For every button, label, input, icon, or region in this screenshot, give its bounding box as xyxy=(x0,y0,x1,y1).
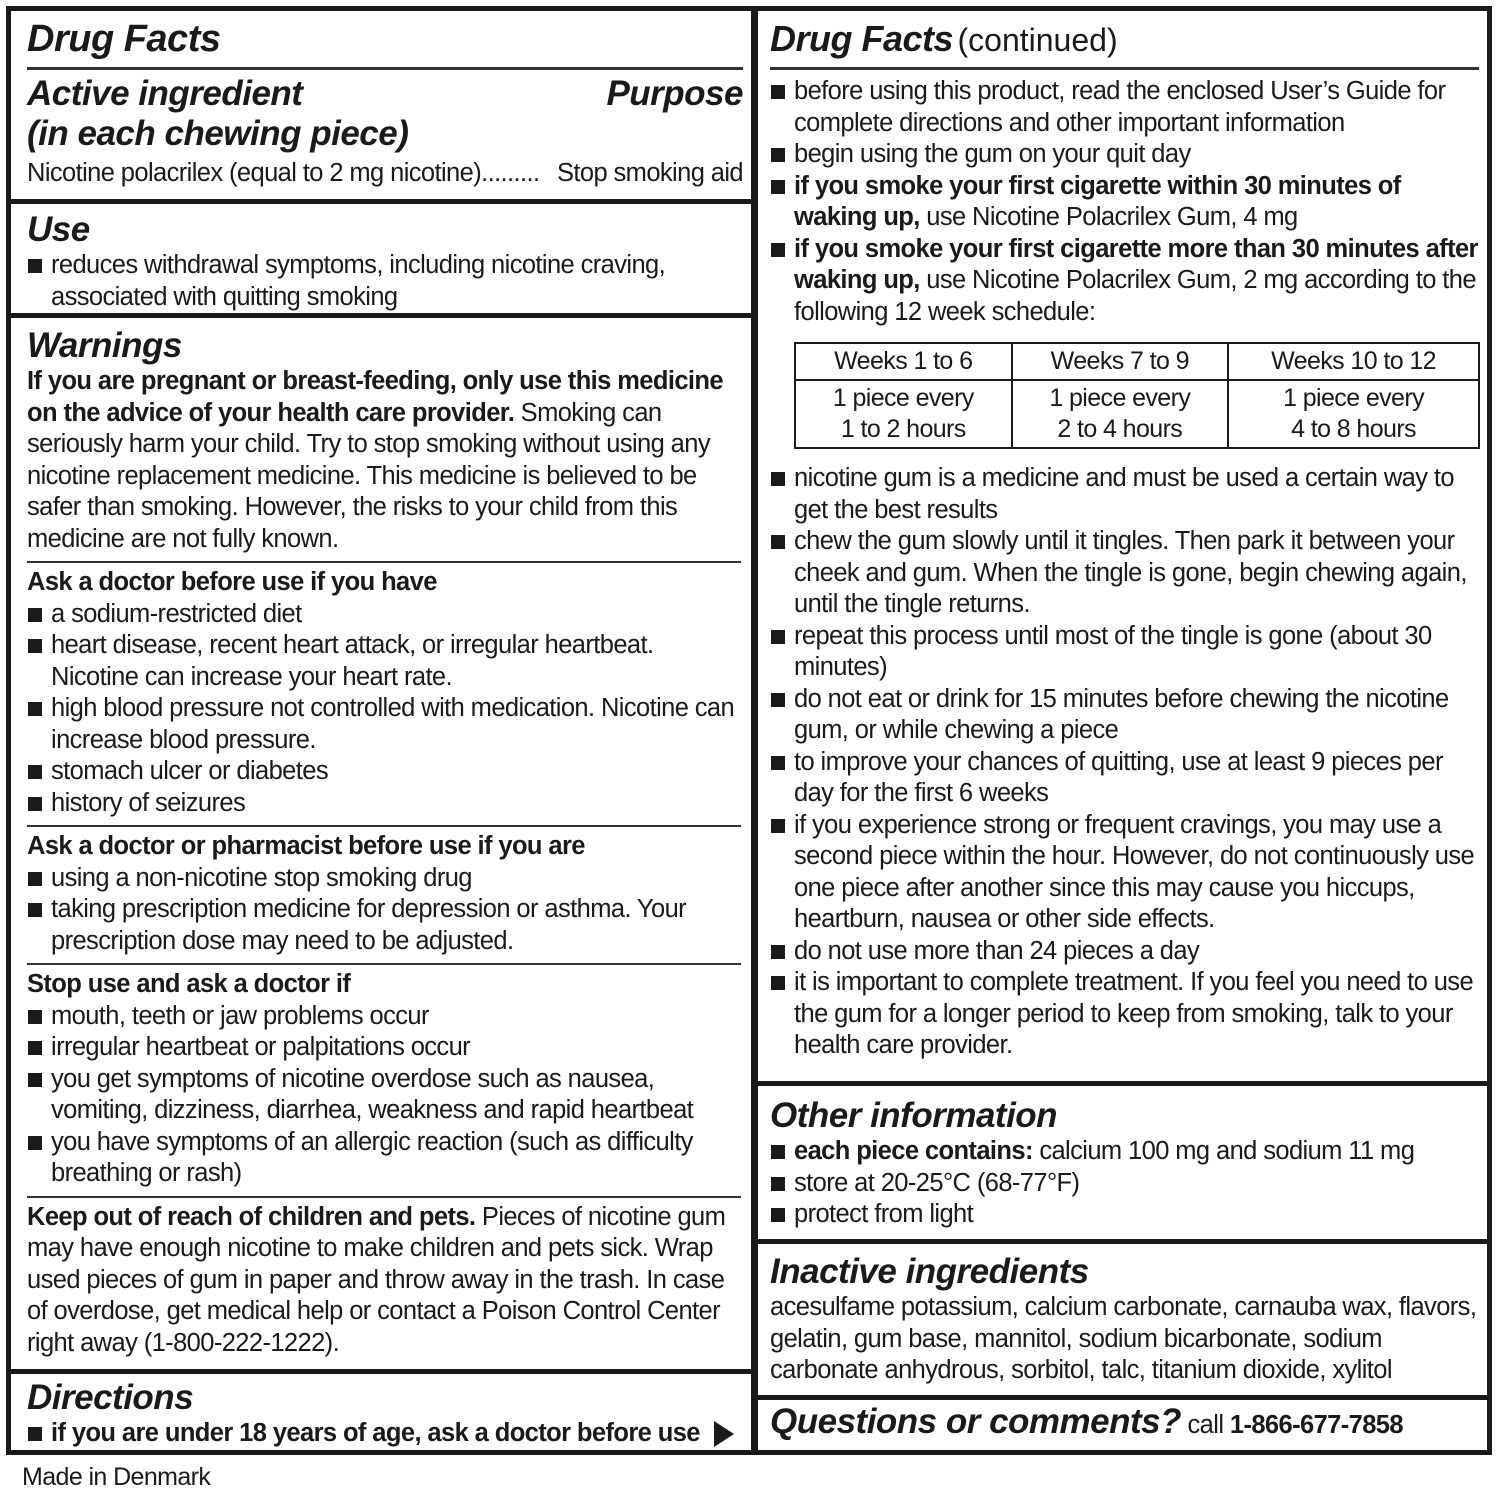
use-list xyxy=(27,250,743,313)
ask-pharmacist-heading: Ask a doctor or pharmacist before use if you are xyxy=(27,832,585,860)
list-item: begin using the gum on your quit day xyxy=(770,139,1479,171)
list-item: protect from light xyxy=(770,1199,1479,1231)
table-cell: 1 piece every 1 to 2 hours xyxy=(795,380,1012,448)
directions-continued-section xyxy=(758,11,1487,1079)
ingredient-purpose: Stop smoking aid xyxy=(556,159,743,187)
ingredient-name: Nicotine polacrilex (equal to 2 mg nicotine) xyxy=(27,159,482,187)
directions-section xyxy=(11,1374,751,1450)
sub-rule xyxy=(27,561,741,563)
list-item: if you smoke your first cigarette within 30 minutes of waking up, use Nicotine Polacrilex Gum, 4 mg xyxy=(770,171,1479,234)
sub-rule xyxy=(27,963,741,965)
stop-use-list xyxy=(27,1001,741,1190)
list-item: a sodium-restricted diet xyxy=(27,599,741,631)
directions-list xyxy=(27,1418,743,1450)
list-item: taking prescription medicine for depression or asthma. Your prescription dose may need to be adjusted. xyxy=(27,894,741,957)
continued-label: (continued) xyxy=(957,22,1118,58)
inactive-ingredients-text: acesulfame potassium, calcium carbonate, carnauba wax, flavors, gelatin, gum base, mannitol, sodium bicarbonate, sodium carbonate anhydrous, sorbitol, talc, titanium dioxide, xylitol xyxy=(770,1293,1477,1384)
continued-arrow-icon xyxy=(714,1421,734,1447)
stop-use-heading: Stop use and ask a doctor if xyxy=(27,970,351,998)
list-item: heart disease, recent heart attack, or irregular heartbeat. Nicotine can increase your heart rate. xyxy=(27,630,741,693)
keep-out-bold: Keep out of reach of children and pets. xyxy=(27,1202,476,1231)
list-item: irregular heartbeat or palpitations occur xyxy=(27,1032,741,1064)
ingredient-row xyxy=(27,158,743,190)
use-section xyxy=(11,204,751,312)
other-information-list xyxy=(770,1136,1479,1231)
dosing-schedule-table xyxy=(794,342,1480,449)
questions-section xyxy=(758,1400,1487,1450)
continued-title: Drug Facts xyxy=(770,18,954,59)
keep-out-of-reach xyxy=(27,1202,741,1360)
list-item: if you smoke your first cigarette more than 30 minutes after waking up, use Nicotine Polacrilex Gum, 2 mg according to the following 12 week schedule: xyxy=(770,234,1479,329)
inactive-ingredients-section xyxy=(758,1244,1487,1392)
ask-doctor-list xyxy=(27,599,741,820)
list-item: you get symptoms of nicotine overdose such as nausea, vomiting, dizziness, diarrhea, weakness and rapid heartbeat xyxy=(27,1064,741,1127)
keep-out-text: Pieces of nicotine gum may have enough nicotine to make children and pets sick. Wrap used pieces of gum in paper and throw away in the trash. In case of overdose, get medical help or contact a Poison Control Center right away (1-800-222-1222). xyxy=(27,1202,726,1357)
list-item: repeat this process until most of the tingle is gone (about 30 minutes) xyxy=(770,621,1479,684)
table-row xyxy=(795,380,1479,448)
directions-list-before xyxy=(770,76,1479,328)
sub-rule xyxy=(27,1196,741,1198)
list-item: each piece contains: calcium 100 mg and sodium 11 mg xyxy=(770,1136,1479,1168)
list-item: nicotine gum is a medicine and must be used a certain way to get the best results xyxy=(770,463,1479,526)
list-item: to improve your chances of quitting, use at least 9 pieces per day for the first 6 weeks xyxy=(770,747,1479,810)
directions-heading: Directions xyxy=(27,1378,194,1417)
table-header: Weeks 1 to 6 xyxy=(795,343,1012,380)
list-item: reduces withdrawal symptoms, including nicotine craving, associated with quitting smoking xyxy=(27,250,743,313)
list-item: high blood pressure not controlled with medication. Nicotine can increase blood pressure. xyxy=(27,693,741,756)
active-ingredient-heading: Active ingredient xyxy=(27,74,303,113)
other-information-section xyxy=(758,1086,1487,1238)
table-header: Weeks 7 to 9 xyxy=(1012,343,1229,380)
active-ingredient-subheading: (in each chewing piece) xyxy=(27,114,409,153)
purpose-heading: Purpose xyxy=(606,74,743,113)
pregnancy-warning xyxy=(27,366,741,555)
list-item: you have symptoms of an allergic reaction (such as difficulty breathing or rash) xyxy=(27,1127,741,1190)
inactive-ingredients-heading: Inactive ingredients xyxy=(770,1252,1089,1291)
title-rule xyxy=(27,67,743,70)
warnings-section xyxy=(11,318,751,1358)
warnings-heading: Warnings xyxy=(27,326,182,365)
continued-title-row xyxy=(770,19,1479,59)
directions-item-text: if you are under 18 years of age, ask a doctor before use xyxy=(51,1419,700,1447)
list-item: store at 20-25°C (68-77°F) xyxy=(770,1168,1479,1200)
sub-rule xyxy=(27,825,741,827)
table-cell: 1 piece every 4 to 8 hours xyxy=(1228,380,1479,448)
questions-phone: 1-866-677-7858 xyxy=(1229,1411,1403,1439)
list-item: before using this product, read the enclosed User’s Guide for complete directions and other important information xyxy=(770,76,1479,139)
made-in-text: Made in Denmark xyxy=(22,1463,211,1491)
questions-call: call xyxy=(1181,1411,1230,1439)
pregnancy-warning-bold: If you are pregnant or breast-feeding, only use this medicine on the advice of your health care provider. xyxy=(27,367,723,427)
table-cell: 1 piece every 2 to 4 hours xyxy=(1012,380,1229,448)
directions-list-after xyxy=(770,463,1479,1062)
column-divider xyxy=(751,11,758,1450)
drug-facts-title: Drug Facts xyxy=(27,18,221,60)
list-item: chew the gum slowly until it tingles. Then park it between your cheek and gum. When the tingle is gone, begin chewing again, until the tingle returns. xyxy=(770,526,1479,621)
list-item: do not eat or drink for 15 minutes before chewing the nicotine gum, or while chewing a piece xyxy=(770,684,1479,747)
table-row xyxy=(795,343,1479,380)
active-ingredient-section xyxy=(11,11,751,199)
active-heading-block xyxy=(27,74,743,154)
list-item: history of seizures xyxy=(27,788,741,820)
list-item: if you experience strong or frequent cravings, you may use a second piece within the hour. However, do not continuously use one piece after another since this may cause you hiccups, heartburn, nausea or other side effects. xyxy=(770,810,1479,936)
list-item: mouth, teeth or jaw problems occur xyxy=(27,1001,741,1033)
leader-dots: ......... xyxy=(481,159,540,187)
list-item: using a non-nicotine stop smoking drug xyxy=(27,863,741,895)
list-item xyxy=(27,1418,743,1450)
drug-facts-label xyxy=(6,6,1492,1455)
other-information-heading: Other information xyxy=(770,1096,1058,1135)
list-item: do not use more than 24 pieces a day xyxy=(770,936,1479,968)
table-header: Weeks 10 to 12 xyxy=(1228,343,1479,380)
pregnancy-warning-text: Smoking can seriously harm your child. Try to stop smoking without using any nicotine replacement medicine. This medicine is believed to be safer than smoking. However, the risks to your child from this medicine are not fully known. xyxy=(27,398,710,553)
ask-pharmacist-list xyxy=(27,863,741,958)
use-heading: Use xyxy=(27,210,90,249)
title-rule xyxy=(770,67,1479,70)
list-item: stomach ulcer or diabetes xyxy=(27,756,741,788)
questions-heading: Questions or comments? xyxy=(770,1402,1182,1441)
list-item: it is important to complete treatment. If you feel you need to use the gum for a longer period to keep from smoking, talk to your health care provider. xyxy=(770,967,1479,1062)
ask-doctor-heading: Ask a doctor before use if you have xyxy=(27,568,437,596)
